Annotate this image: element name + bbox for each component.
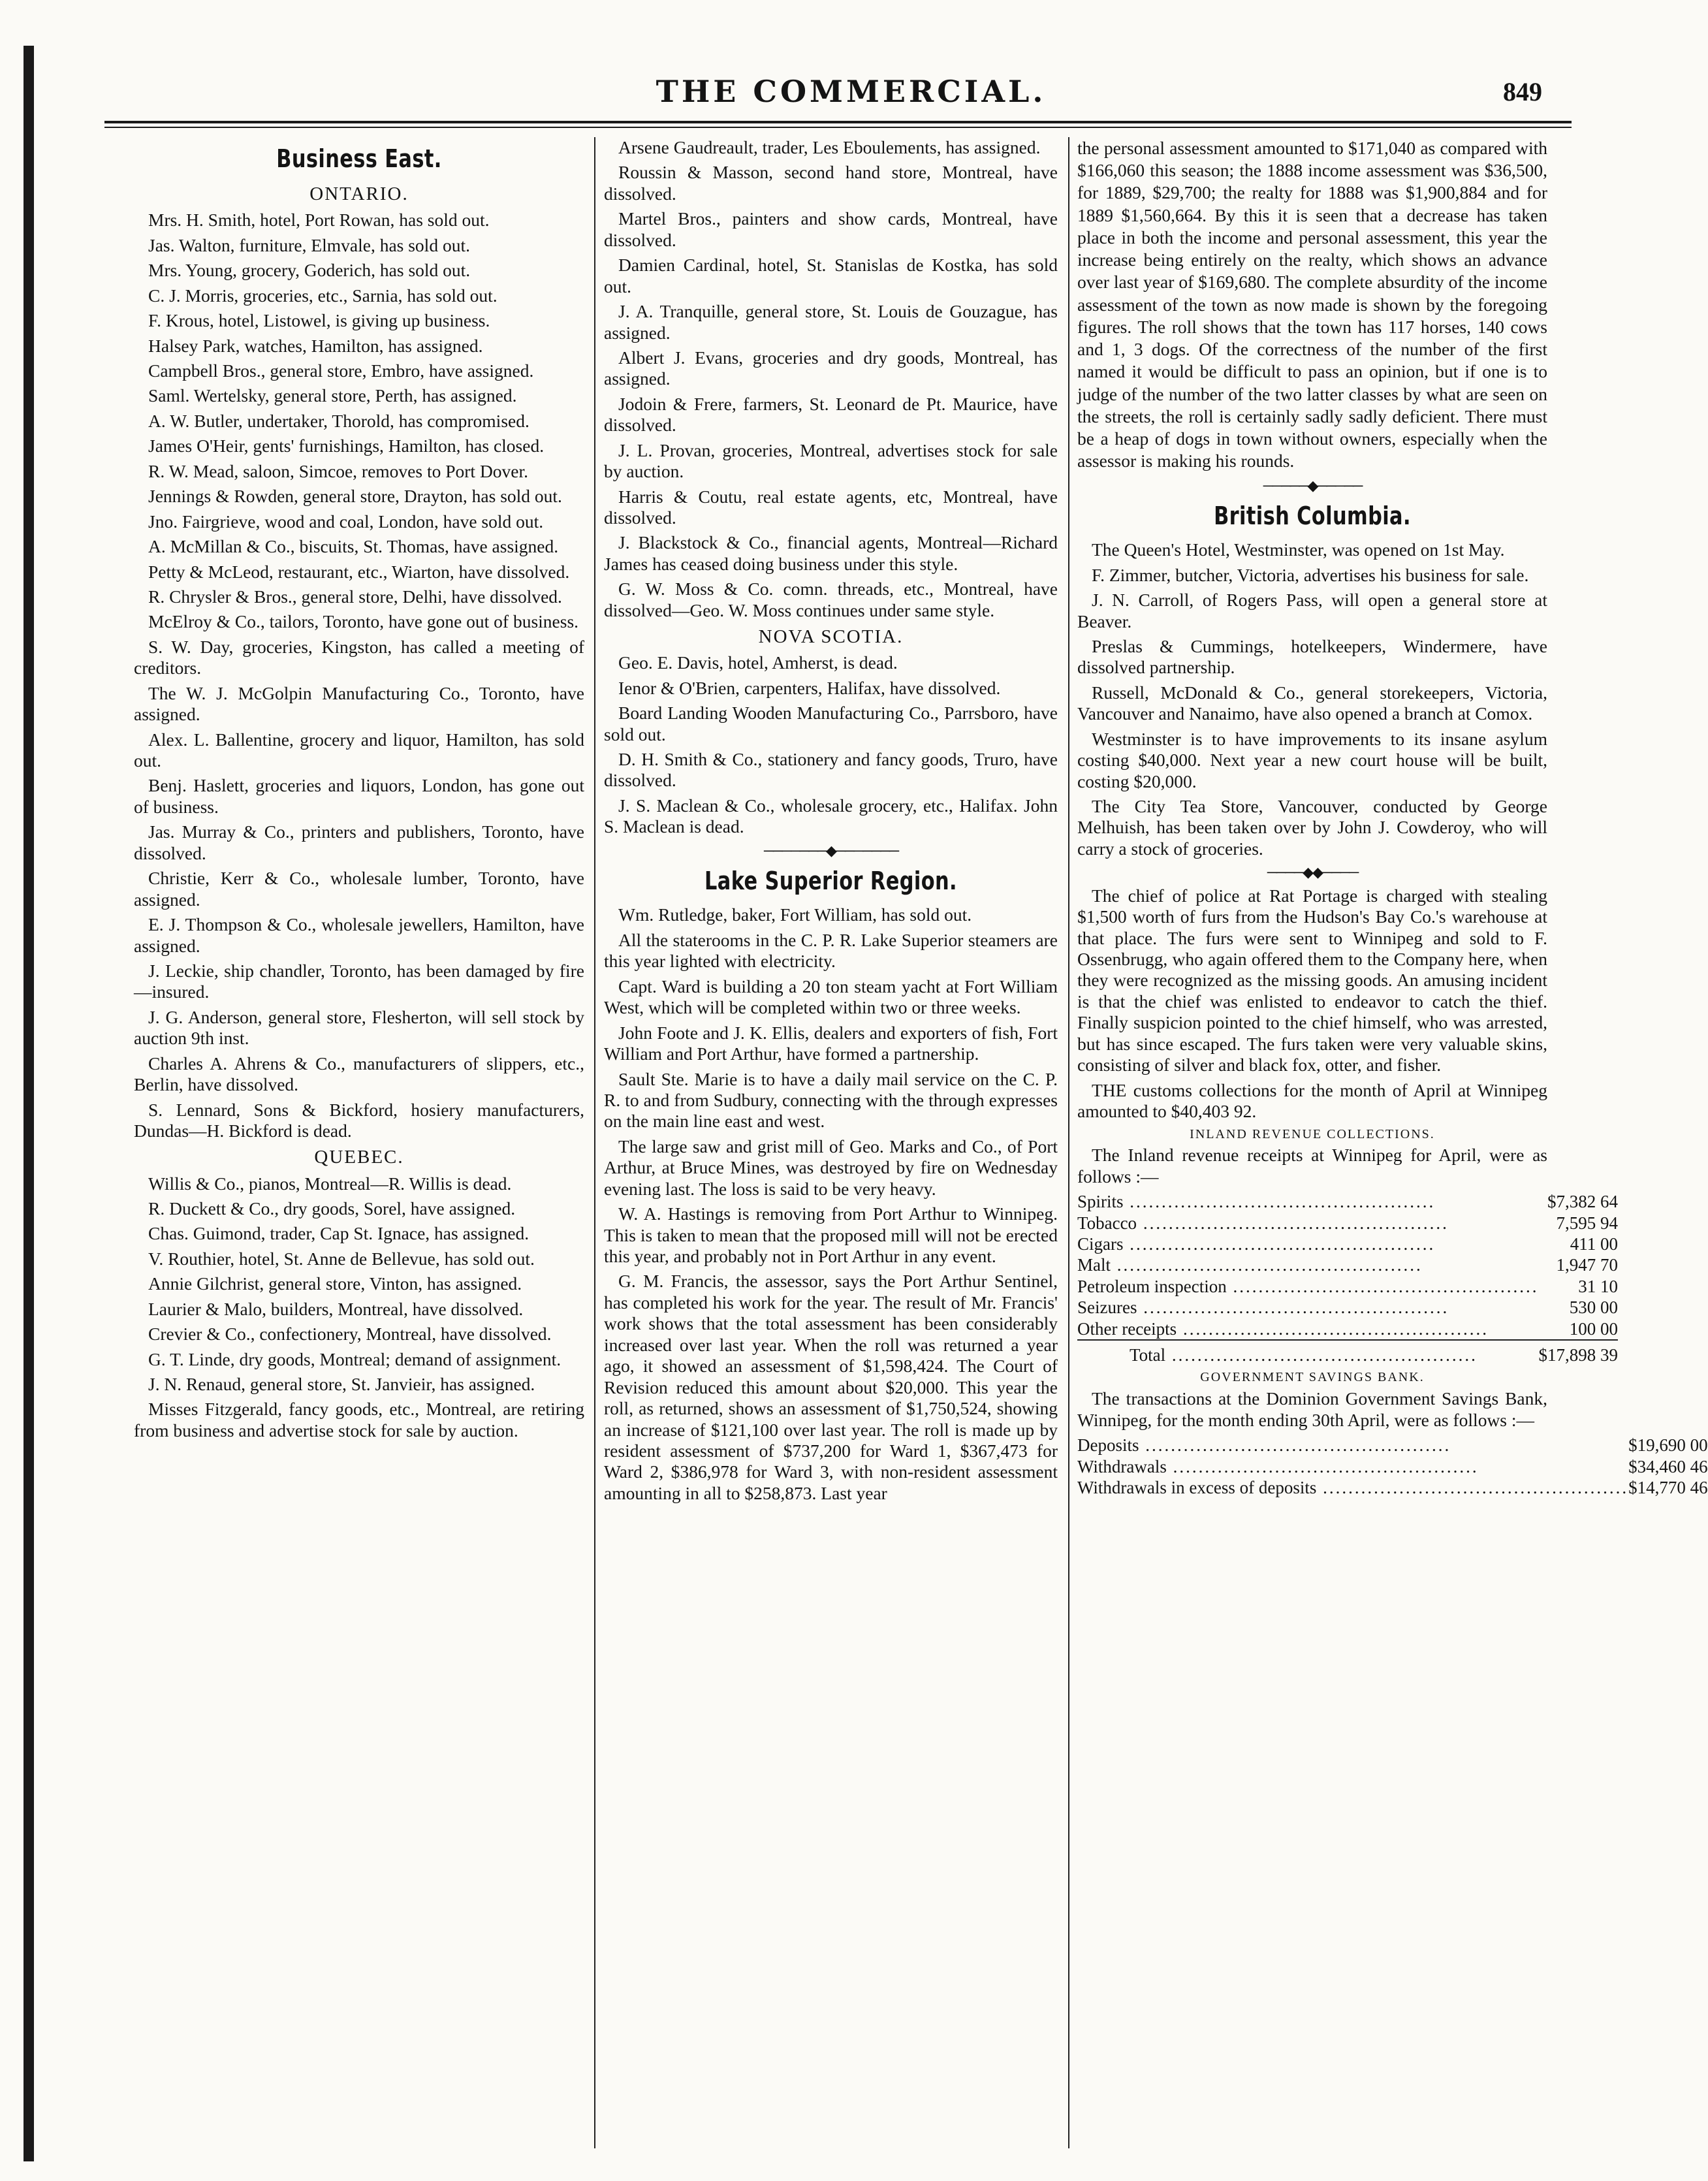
- news-paragraph: Wm. Rutledge, baker, Fort William, has sold out.: [618, 904, 972, 925]
- business-notice: V. Routhier, hotel, St. Anne de Bellevue, has sold out.: [148, 1248, 535, 1269]
- business-notice: D. H. Smith & Co., stationery and fancy goods, Truro, have dissolved.: [604, 749, 1058, 791]
- business-notice: J. S. Maclean & Co., wholesale grocery, etc., Halifax. John S. Maclean is dead.: [604, 795, 1058, 837]
- business-notice: A. McMillan & Co., biscuits, St. Thomas, have assigned.: [148, 536, 559, 557]
- business-notice: J. G. Anderson, general store, Flesherton, will sell stock by auction 9th inst.: [134, 1006, 584, 1049]
- ledger-label: Seizures: [1077, 1297, 1137, 1318]
- business-notice: Saml. Wertelsky, general store, Perth, has assigned.: [148, 385, 517, 406]
- inland-revenue-row: [1077, 1318, 1618, 1340]
- business-notice: Roussin & Masson, second hand store, Montreal, have dissolved.: [604, 162, 1058, 204]
- business-notice: Charles A. Ahrens & Co., manufacturers of slippers, etc., Berlin, have dissolved.: [134, 1053, 584, 1095]
- total-label: Total: [1130, 1345, 1166, 1365]
- business-notice: S. W. Day, groceries, Kingston, has called a meeting of creditors.: [134, 636, 584, 678]
- assessment-continuation: the personal assessment amounted to $171,040 as compared with $166,060 this season; the 1888 income assessment was $36,500, for 1889, $29,700; the realty for 1888 was $1,900,884 and for 1889 $1,560,664. By this it is seen that a decrease has taken place in both the income and personal assessment, this year the increase being entirely on the realty, which shows an advance over last year of $169,680. The complete absurdity of the income assessment of the town as now made is shown by the foregoing figures. The roll shows that the town has 117 horses, 140 cows and 1, 3 dogs. Of the correctness of the number of the first named it would be difficult to pass an opinion, but if one is to judge of the number of the two latter classes by what are seen on the streets, the roll is certainly sadly sadly deficient. There must be a heap of dogs in town without owners, especially when the assessor is making his rounds.: [1077, 138, 1547, 471]
- business-notice: Crevier & Co., confectionery, Montreal, have dissolved.: [148, 1324, 552, 1345]
- business-notice: McElroy & Co., tailors, Toronto, have gone out of business.: [148, 611, 579, 632]
- business-notice: R. W. Mead, saloon, Simcoe, removes to Port Dover.: [148, 460, 529, 481]
- inland-revenue-row: [1077, 1191, 1618, 1212]
- ledger-amount: $19,690 00: [1628, 1435, 1708, 1456]
- business-notice: J. Leckie, ship chandler, Toronto, has been damaged by fire—insured.: [134, 960, 584, 1002]
- quebec-notices: [134, 1173, 584, 1442]
- business-notice: J. A. Tranquille, general store, St. Louis de Gouzague, has assigned.: [604, 301, 1058, 343]
- ledger-amount: 411 00: [1570, 1234, 1618, 1254]
- ledger-label: Cigars: [1077, 1234, 1124, 1254]
- inland-revenue-row: [1077, 1276, 1618, 1297]
- section-divider: ────◆◆────: [1267, 864, 1358, 881]
- ledger-label: Deposits: [1077, 1435, 1139, 1456]
- news-paragraph: Preslas & Cummings, hotelkeepers, Windermere, have dissolved partnership.: [1077, 635, 1547, 678]
- subheading-ontario: ONTARIO.: [309, 183, 409, 205]
- business-notice: Chas. Guimond, trader, Cap St. Ignace, has assigned.: [148, 1223, 530, 1244]
- news-paragraph: The large saw and grist mill of Geo. Marks and Co., of Port Arthur, at Bruce Mines, was destroyed by fire on Wednesday evening last. The loss is said to be very heavy.: [604, 1136, 1058, 1199]
- page-number: 849: [1503, 77, 1542, 106]
- inland-revenue-heading: INLAND REVENUE COLLECTIONS.: [1190, 1126, 1435, 1141]
- business-notice: S. Lennard, Sons & Bickford, hosiery manufacturers, Dundas—H. Bickford is dead.: [134, 1099, 584, 1141]
- section-heading-british-columbia: British Columbia.: [1214, 501, 1411, 530]
- business-notice: R. Duckett & Co., dry goods, Sorel, have assigned.: [148, 1198, 516, 1218]
- business-notice: Petty & McLeod, restaurant, etc., Wiarton, have dissolved.: [148, 561, 570, 582]
- business-notice: Jas. Walton, furniture, Elmvale, has sold out.: [148, 234, 470, 255]
- news-paragraph: The Queen's Hotel, Westminster, was opened on 1st May.: [1092, 539, 1505, 560]
- column-1: [134, 137, 584, 2142]
- ledger-amount: $34,460 46: [1628, 1456, 1708, 1476]
- business-notice: Campbell Bros., general store, Embro, have assigned.: [148, 360, 534, 381]
- business-notice: J. L. Provan, groceries, Montreal, advertises stock for sale by auction.: [604, 439, 1058, 482]
- news-paragraph: John Foote and J. K. Ellis, dealers and exporters of fish, Fort William and Port Arthur, have formed a partnership.: [604, 1022, 1058, 1064]
- subheading-quebec: QUEBEC.: [314, 1147, 404, 1168]
- inland-revenue-row: [1077, 1254, 1618, 1275]
- business-notice: Alex. L. Ballentine, grocery and liquor, Hamilton, has sold out.: [134, 729, 584, 771]
- business-notice: J. N. Renaud, general store, St. Janvieir, has assigned.: [148, 1374, 535, 1395]
- savings-bank-row: [1077, 1477, 1708, 1498]
- news-paragraph: J. N. Carroll, of Rogers Pass, will open a general store at Beaver.: [1077, 590, 1547, 631]
- ledger-amount: 31 10: [1578, 1276, 1618, 1296]
- ledger-label: Withdrawals in excess of deposits: [1077, 1477, 1317, 1497]
- business-notice: Mrs. Young, grocery, Goderich, has sold out.: [148, 260, 471, 281]
- section-divider: ───────◆───────: [763, 842, 898, 859]
- ledger-amount: 530 00: [1569, 1297, 1618, 1318]
- quebec-notices-continued: [604, 137, 1058, 621]
- business-notice: G. W. Moss & Co. comn. threads, etc., Montreal, have dissolved—Geo. W. Moss continues under same style.: [604, 579, 1058, 620]
- business-notice: R. Chrysler & Bros., general store, Delhi, have dissolved.: [148, 586, 562, 607]
- news-paragraph: All the staterooms in the C. P. R. Lake Superior steamers are this year lighted with electricity.: [604, 929, 1058, 972]
- section-divider: ─────◆─────: [1263, 477, 1362, 494]
- business-notice: Laurier & Malo, builders, Montreal, have dissolved.: [148, 1298, 524, 1319]
- subheading-nova-scotia: NOVA SCOTIA.: [758, 626, 904, 648]
- inland-revenue-total-row: [1077, 1340, 1618, 1365]
- section-heading-lake-superior: Lake Superior Region.: [704, 867, 957, 896]
- news-paragraph: Sault Ste. Marie is to have a daily mail service on the C. P. R. to and from Sudbury, connecting with the through expresses on the main line east and west.: [604, 1068, 1058, 1132]
- business-notice: A. W. Butler, undertaker, Thorold, has compromised.: [148, 410, 530, 431]
- business-notice: Jennings & Rowden, general store, Drayton, has sold out.: [148, 486, 562, 507]
- business-notice: Albert J. Evans, groceries and dry goods, Montreal, has assigned.: [604, 347, 1058, 389]
- masthead: [98, 62, 1604, 121]
- savings-bank-row: [1077, 1456, 1708, 1477]
- business-notice: J. Blackstock & Co., financial agents, Montreal—Richard James has ceased doing business under this style.: [604, 532, 1058, 574]
- news-paragraph: The City Tea Store, Vancouver, conducted by George Melhuish, has been taken over by John J. Cowderoy, who will carry a stock of groceries.: [1077, 796, 1547, 859]
- business-notice: Geo. E. Davis, hotel, Amherst, is dead.: [618, 652, 898, 673]
- news-paragraph: G. M. Francis, the assessor, says the Port Arthur Sentinel, has completed his work for the year. The result of Mr. Francis' work shows that the total assessment has been considerably increased over last year. When the roll was returned a year ago, it showed an assessment of $1,598,424. The Court of Revision reduced this amount about $20,000. This year the roll, as returned, shows an assessment of $1,750,524, showing an increase of $121,100 over last year. The roll is made up by resident assessment of $737,200 for Ward 1, $367,473 for Ward 2, $386,978 for Ward 3, with non-resident assessment amounting in all to $258,873. Last year: [604, 1271, 1058, 1503]
- furs-article: The chief of police at Rat Portage is charged with stealing $1,500 worth of furs from the Hudson's Bay Co.'s warehouse at that place. The furs were sent to Winnipeg and sold to F. Ossenbrugg, who again offered them to the Company here, when they were recognized as the missing goods. An amusing incident is that the chief was enlisted to endeavor to catch the thief. Finally suspicion pointed to the chief himself, who was arrested, but has since escaped. The furs taken were very valuable skins, consisting of silver and black fox, otter, and fisher.: [1077, 885, 1547, 1075]
- inland-revenue-row: [1077, 1234, 1618, 1254]
- business-notice: Arsene Gaudreault, trader, Les Eboulements, has assigned.: [618, 137, 1041, 157]
- savings-bank-intro: The transactions at the Dominion Government Savings Bank, Winnipeg, for the month ending 30th April, were as follows :—: [1077, 1388, 1547, 1430]
- business-notice: Jodoin & Frere, farmers, St. Leonard de Pt. Maurice, have dissolved.: [604, 393, 1058, 436]
- news-paragraph: Russell, McDonald & Co., general storekeepers, Victoria, Vancouver and Nanaimo, have also opened a branch at Comox.: [1077, 682, 1547, 724]
- nova-scotia-notices: [604, 652, 1058, 838]
- business-notice: F. Krous, hotel, Listowel, is giving up business.: [148, 310, 490, 331]
- masthead-rule-thin: [104, 127, 1572, 128]
- news-paragraph: Capt. Ward is building a 20 ton steam yacht at Fort William West, which will be completed within two or three weeks.: [604, 976, 1058, 1018]
- inland-revenue-row: [1077, 1297, 1618, 1318]
- business-notice: Ienor & O'Brien, carpenters, Halifax, have dissolved.: [618, 677, 1001, 698]
- british-columbia-items: [1077, 539, 1547, 859]
- business-notice: Martel Bros., painters and show cards, Montreal, have dissolved.: [604, 208, 1058, 250]
- ledger-label: Petroleum inspection: [1077, 1276, 1227, 1296]
- ledger-label: Withdrawals: [1077, 1456, 1167, 1476]
- business-notice: Board Landing Wooden Manufacturing Co., Parrsboro, have sold out.: [604, 703, 1058, 744]
- business-notice: Damien Cardinal, hotel, St. Stanislas de Kostka, has sold out.: [604, 255, 1058, 296]
- masthead-rule: [104, 121, 1572, 123]
- business-notice: Annie Gilchrist, general store, Vinton, has assigned.: [148, 1273, 522, 1294]
- news-paragraph: Westminster is to have improvements to its insane asylum costing $40,000. Next year a new court house will be built, costing $20,000.: [1077, 728, 1547, 791]
- savings-bank-table: [1077, 1435, 1708, 1498]
- business-notice: C. J. Morris, groceries, etc., Sarnia, has sold out.: [148, 285, 498, 306]
- ledger-label: Malt: [1077, 1255, 1111, 1275]
- ledger-amount: $7,382 64: [1547, 1192, 1618, 1212]
- customs-collections: THE customs collections for the month of April at Winnipeg amounted to $40,403 92.: [1077, 1079, 1547, 1122]
- column-3: [1077, 137, 1708, 2142]
- business-notice: E. J. Thompson & Co., wholesale jewellers, Hamilton, have assigned.: [134, 914, 584, 956]
- ledger-amount: 100 00: [1569, 1318, 1618, 1339]
- ledger-amount: $14,770 46: [1628, 1477, 1708, 1497]
- column-divider: [594, 137, 595, 2148]
- business-notice: Mrs. H. Smith, hotel, Port Rowan, has sold out.: [148, 210, 490, 231]
- column-divider: [1068, 137, 1069, 2148]
- business-notice: Benj. Haslett, groceries and liquors, London, has gone out of business.: [134, 775, 584, 817]
- savings-bank-row: [1077, 1435, 1708, 1456]
- business-notice: Willis & Co., pianos, Montreal—R. Willis is dead.: [148, 1173, 512, 1194]
- ledger-label: Other receipts: [1077, 1318, 1177, 1339]
- lake-superior-items: [604, 904, 1058, 1504]
- ledger-amount: 1,947 70: [1556, 1255, 1618, 1275]
- ontario-notices: [134, 210, 584, 1141]
- page-edge-bar: [24, 46, 34, 2161]
- business-notice: James O'Heir, gents' furnishings, Hamilton, has closed.: [148, 436, 545, 456]
- inland-revenue-row: [1077, 1213, 1618, 1234]
- business-notice: Misses Fitzgerald, fancy goods, etc., Montreal, are retiring from business and advertise stock for sale by auction.: [134, 1399, 584, 1441]
- savings-bank-heading: GOVERNMENT SAVINGS BANK.: [1200, 1370, 1425, 1385]
- business-notice: Halsey Park, watches, Hamilton, has assigned.: [148, 335, 483, 356]
- business-notice: The W. J. McGolpin Manufacturing Co., Toronto, have assigned.: [134, 682, 584, 725]
- news-paragraph: F. Zimmer, butcher, Victoria, advertises his business for sale.: [1092, 564, 1529, 585]
- business-notice: Jas. Murray & Co., printers and publishers, Toronto, have dissolved.: [134, 821, 584, 863]
- ledger-label: Spirits: [1077, 1192, 1124, 1212]
- business-notice: Christie, Kerr & Co., wholesale lumber, Toronto, have assigned.: [134, 868, 584, 910]
- newspaper-title: THE COMMERCIAL.: [656, 74, 1047, 109]
- column-2: [604, 137, 1058, 2142]
- business-notice: Harris & Coutu, real estate agents, etc, Montreal, have dissolved.: [604, 486, 1058, 528]
- ledger-amount: 7,595 94: [1556, 1213, 1618, 1233]
- news-paragraph: W. A. Hastings is removing from Port Arthur to Winnipeg. This is taken to mean that the proposed mill will not be erected this year, and probably not in Port Arthur in any event.: [604, 1203, 1058, 1267]
- inland-revenue-table: [1077, 1191, 1618, 1365]
- section-heading-business-east: Business East.: [276, 144, 442, 173]
- total-amount: $17,898 39: [1538, 1340, 1618, 1365]
- business-notice: G. T. Linde, dry goods, Montreal; demand of assignment.: [148, 1348, 561, 1369]
- ledger-label: Tobacco: [1077, 1213, 1137, 1233]
- business-notice: Jno. Fairgrieve, wood and coal, London, have sold out.: [148, 511, 544, 532]
- inland-revenue-intro: The Inland revenue receipts at Winnipeg for April, were as follows :—: [1077, 1145, 1547, 1186]
